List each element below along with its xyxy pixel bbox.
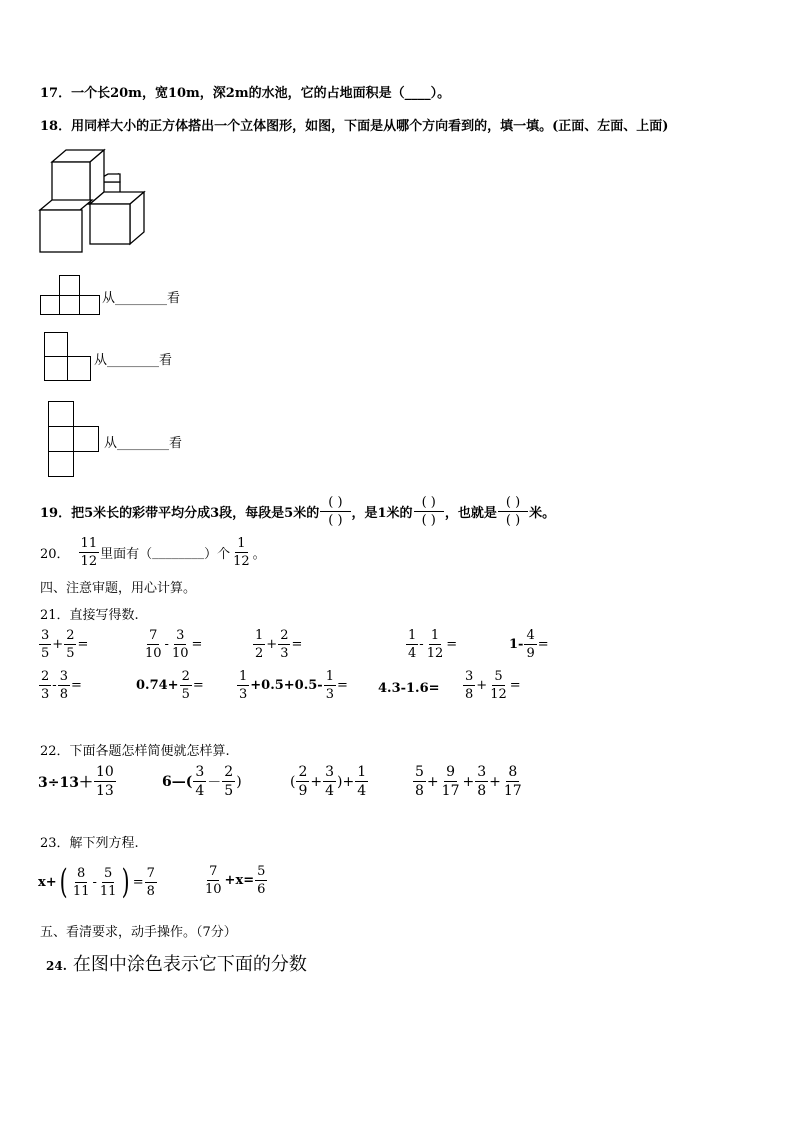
- question-number: 21．: [40, 608, 70, 623]
- question-text: ，是1米的: [351, 506, 413, 521]
- question-text: ，也就是: [444, 506, 497, 521]
- calc-expression: $\frac{2}{3}$ - $\frac{3}{8}$ =: [41, 669, 82, 702]
- blank-fraction-3[interactable]: $\frac{( )}{( )}$: [498, 496, 528, 527]
- question-text: 把5米长的彩带平均分成3段，每段是5米的: [71, 506, 320, 521]
- calc-expression: 6—( $\frac{3}{4}$ － $\frac{2}{5}$ ): [162, 764, 242, 799]
- question-number: 23．: [40, 836, 70, 851]
- view-answer-blank[interactable]: ________: [107, 353, 160, 368]
- section-heading-5: 五、看清要求，动手操作。（7分）: [40, 925, 237, 940]
- blank-fraction-2[interactable]: $\frac{( )}{( )}$: [414, 496, 444, 527]
- calc-expression: $\frac{3}{8}$ + $\frac{5}{12}$ =: [465, 669, 521, 702]
- question-text: 里面有（: [100, 547, 153, 562]
- view-1-label: [102, 287, 180, 306]
- question-number: 20．: [40, 547, 70, 562]
- calc-expression: $\frac{1}{3}$ +0.5+0.5- $\frac{1}{3}$ =: [239, 669, 348, 702]
- calc-expression: $\frac{1}{2}$ + $\frac{2}{3}$ =: [255, 628, 303, 661]
- answer-blank[interactable]: ________: [152, 545, 205, 560]
- view-prefix: 从: [104, 436, 118, 451]
- question-title: 解下列方程.: [69, 836, 139, 851]
- fraction: $\frac{11}{12}$: [80, 536, 98, 569]
- equation: x+ ( $\frac{8}{11}$ - $\frac{5}{11}$ ) = $\frac{7}{8}$: [38, 862, 155, 902]
- question-number: 24.: [46, 959, 67, 973]
- view-3-label: [104, 432, 182, 451]
- answer-blank[interactable]: ____: [404, 86, 431, 101]
- section-heading-4: 四、注意审题，用心计算。: [40, 581, 197, 596]
- question-17: [40, 82, 450, 101]
- question-text: 。: [252, 547, 266, 562]
- question-number: 17．: [40, 86, 72, 101]
- question-19: [40, 496, 555, 527]
- question-title: 直接写得数.: [69, 608, 139, 623]
- view-suffix: 看: [167, 291, 181, 306]
- question-21: [40, 604, 139, 623]
- view-suffix: 看: [159, 353, 173, 368]
- question-22: [40, 740, 230, 759]
- calc-expression: $\frac{1}{4}$ - $\frac{1}{12}$ =: [408, 628, 458, 661]
- fraction: $\frac{1}{12}$: [233, 536, 250, 569]
- question-18: [40, 115, 668, 134]
- question-number: 19．: [40, 506, 72, 521]
- calc-expression: $\frac{3}{5}$ + $\frac{2}{5}$ =: [41, 628, 89, 661]
- view-answer-blank[interactable]: ________: [117, 436, 170, 451]
- question-text: 用同样大小的正方体搭出一个立体图形，如图，下面是从哪个方向看到的，填一填。(正面、左面、上面): [71, 119, 669, 134]
- equation: $\frac{7}{10}$ +x= $\frac{5}{6}$: [205, 864, 266, 897]
- question-text-end: ）。: [430, 86, 451, 101]
- question-24: [46, 950, 307, 976]
- calc-expression: 0.74+ $\frac{2}{5}$ =: [136, 669, 204, 702]
- calc-expression: 1- $\frac{4}{9}$ =: [509, 628, 549, 661]
- question-text: 一个长20m，宽10m，深2m的水池，它的占地面积是（: [71, 86, 405, 101]
- calc-expression: 4.3-1.6=: [378, 681, 440, 696]
- cube-solid-figure: [38, 148, 150, 256]
- question-text: ）个: [204, 547, 231, 562]
- calc-expression: $\frac{7}{10}$ - $\frac{3}{10}$ =: [145, 628, 203, 661]
- calc-expression: $\frac{5}{8}$ + $\frac{9}{17}$ + $\frac{3}{8}$ + $\frac{8}{17}$: [415, 764, 522, 799]
- view-prefix: 从: [94, 353, 108, 368]
- blank-fraction-1[interactable]: $\frac{( )}{( )}$: [320, 496, 350, 527]
- calc-expression: 3÷13＋ $\frac{10}{13}$: [38, 764, 114, 799]
- view-suffix: 看: [169, 436, 183, 451]
- question-title: 下面各题怎样简便就怎样算.: [69, 744, 230, 759]
- question-23: [40, 832, 139, 851]
- question-number: 22．: [40, 744, 70, 759]
- question-number: 18．: [40, 119, 72, 134]
- calc-expression: ( $\frac{2}{9}$ + $\frac{3}{4}$ )+ $\frac{1}{4}$: [290, 764, 367, 799]
- question-20: [40, 537, 266, 568]
- view-answer-blank[interactable]: ________: [115, 291, 168, 306]
- question-text: 米。: [529, 506, 556, 521]
- view-2-label: [94, 349, 172, 368]
- view-prefix: 从: [102, 291, 116, 306]
- question-text: 在图中涂色表示它下面的分数: [72, 954, 307, 975]
